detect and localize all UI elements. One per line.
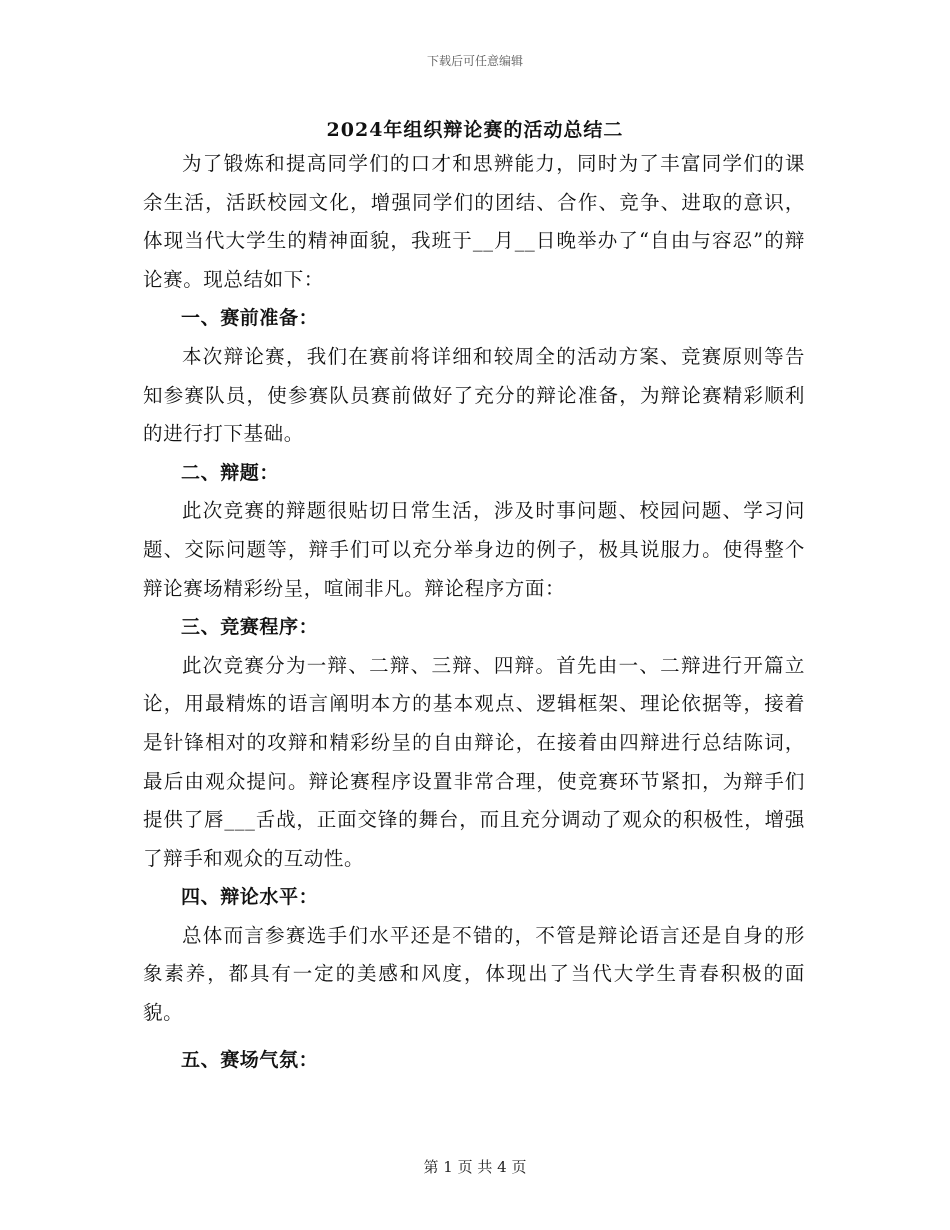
intro-paragraph: 为了锻炼和提高同学们的口才和思辨能力，同时为了丰富同学们的课余生活，活跃校园文化，增强同学们的团结、合作、竞争、进取的意识，体现当代大学生的精神面貌，我班于__月__日晚举办了“自由与容忍”的辩论赛。现总结如下： (143, 152, 805, 291)
section-heading-2: 二、辩题： (181, 461, 280, 484)
section-heading-5: 五、赛场气氛： (181, 1048, 319, 1071)
section-text-2: 此次竞赛的辩题很贴切日常生活，涉及时事问题、校园问题、学习问题、交际问题等，辩手们可以充分举身边的例子，极具说服力。使得整个辩论赛场精彩纷呈，喧闹非凡。辩论程序方面： (143, 499, 805, 600)
section-text-4: 总体而言参赛选手们水平还是不错的，不管是辩论语言还是自身的形象素养，都具有一定的美感和风度，体现出了当代大学生青春积极的面貌。 (143, 923, 805, 1025)
document-title: 2024年组织辩论赛的活动总结二 (326, 119, 624, 141)
document-body (143, 145, 805, 1079)
section-heading-3: 三、竞赛程序： (181, 616, 319, 639)
section-text-3: 此次竞赛分为一辩、二辩、三辩、四辩。首先由一、二辩进行开篇立论，用最精炼的语言阐明本方的基本观点、逻辑框架、理论依据等，接着是针锋相对的攻辩和精彩纷呈的自由辩论，在接着由四辩进行总结陈词，最后由观众提问。辩论赛程序设置非常合理，使竞赛环节紧扣，为辩手们提供了唇___舌战，正面交锋的舞台，而且充分调动了观众的积极性，增强了辩手和观众的互动性。 (143, 653, 805, 870)
section-heading-4: 四、辩论水平： (181, 886, 319, 909)
section-heading-1: 一、赛前准备： (181, 307, 319, 330)
page-footer: 第 1 页 共 4 页 (423, 1158, 527, 1176)
section-text-1: 本次辩论赛，我们在赛前将详细和较周全的活动方案、竞赛原则等告知参赛队员，使参赛队员赛前做好了充分的辩论准备，为辩论赛精彩顺利的进行打下基础。 (143, 344, 805, 446)
header-note: 下载后可任意编辑 (426, 54, 523, 68)
